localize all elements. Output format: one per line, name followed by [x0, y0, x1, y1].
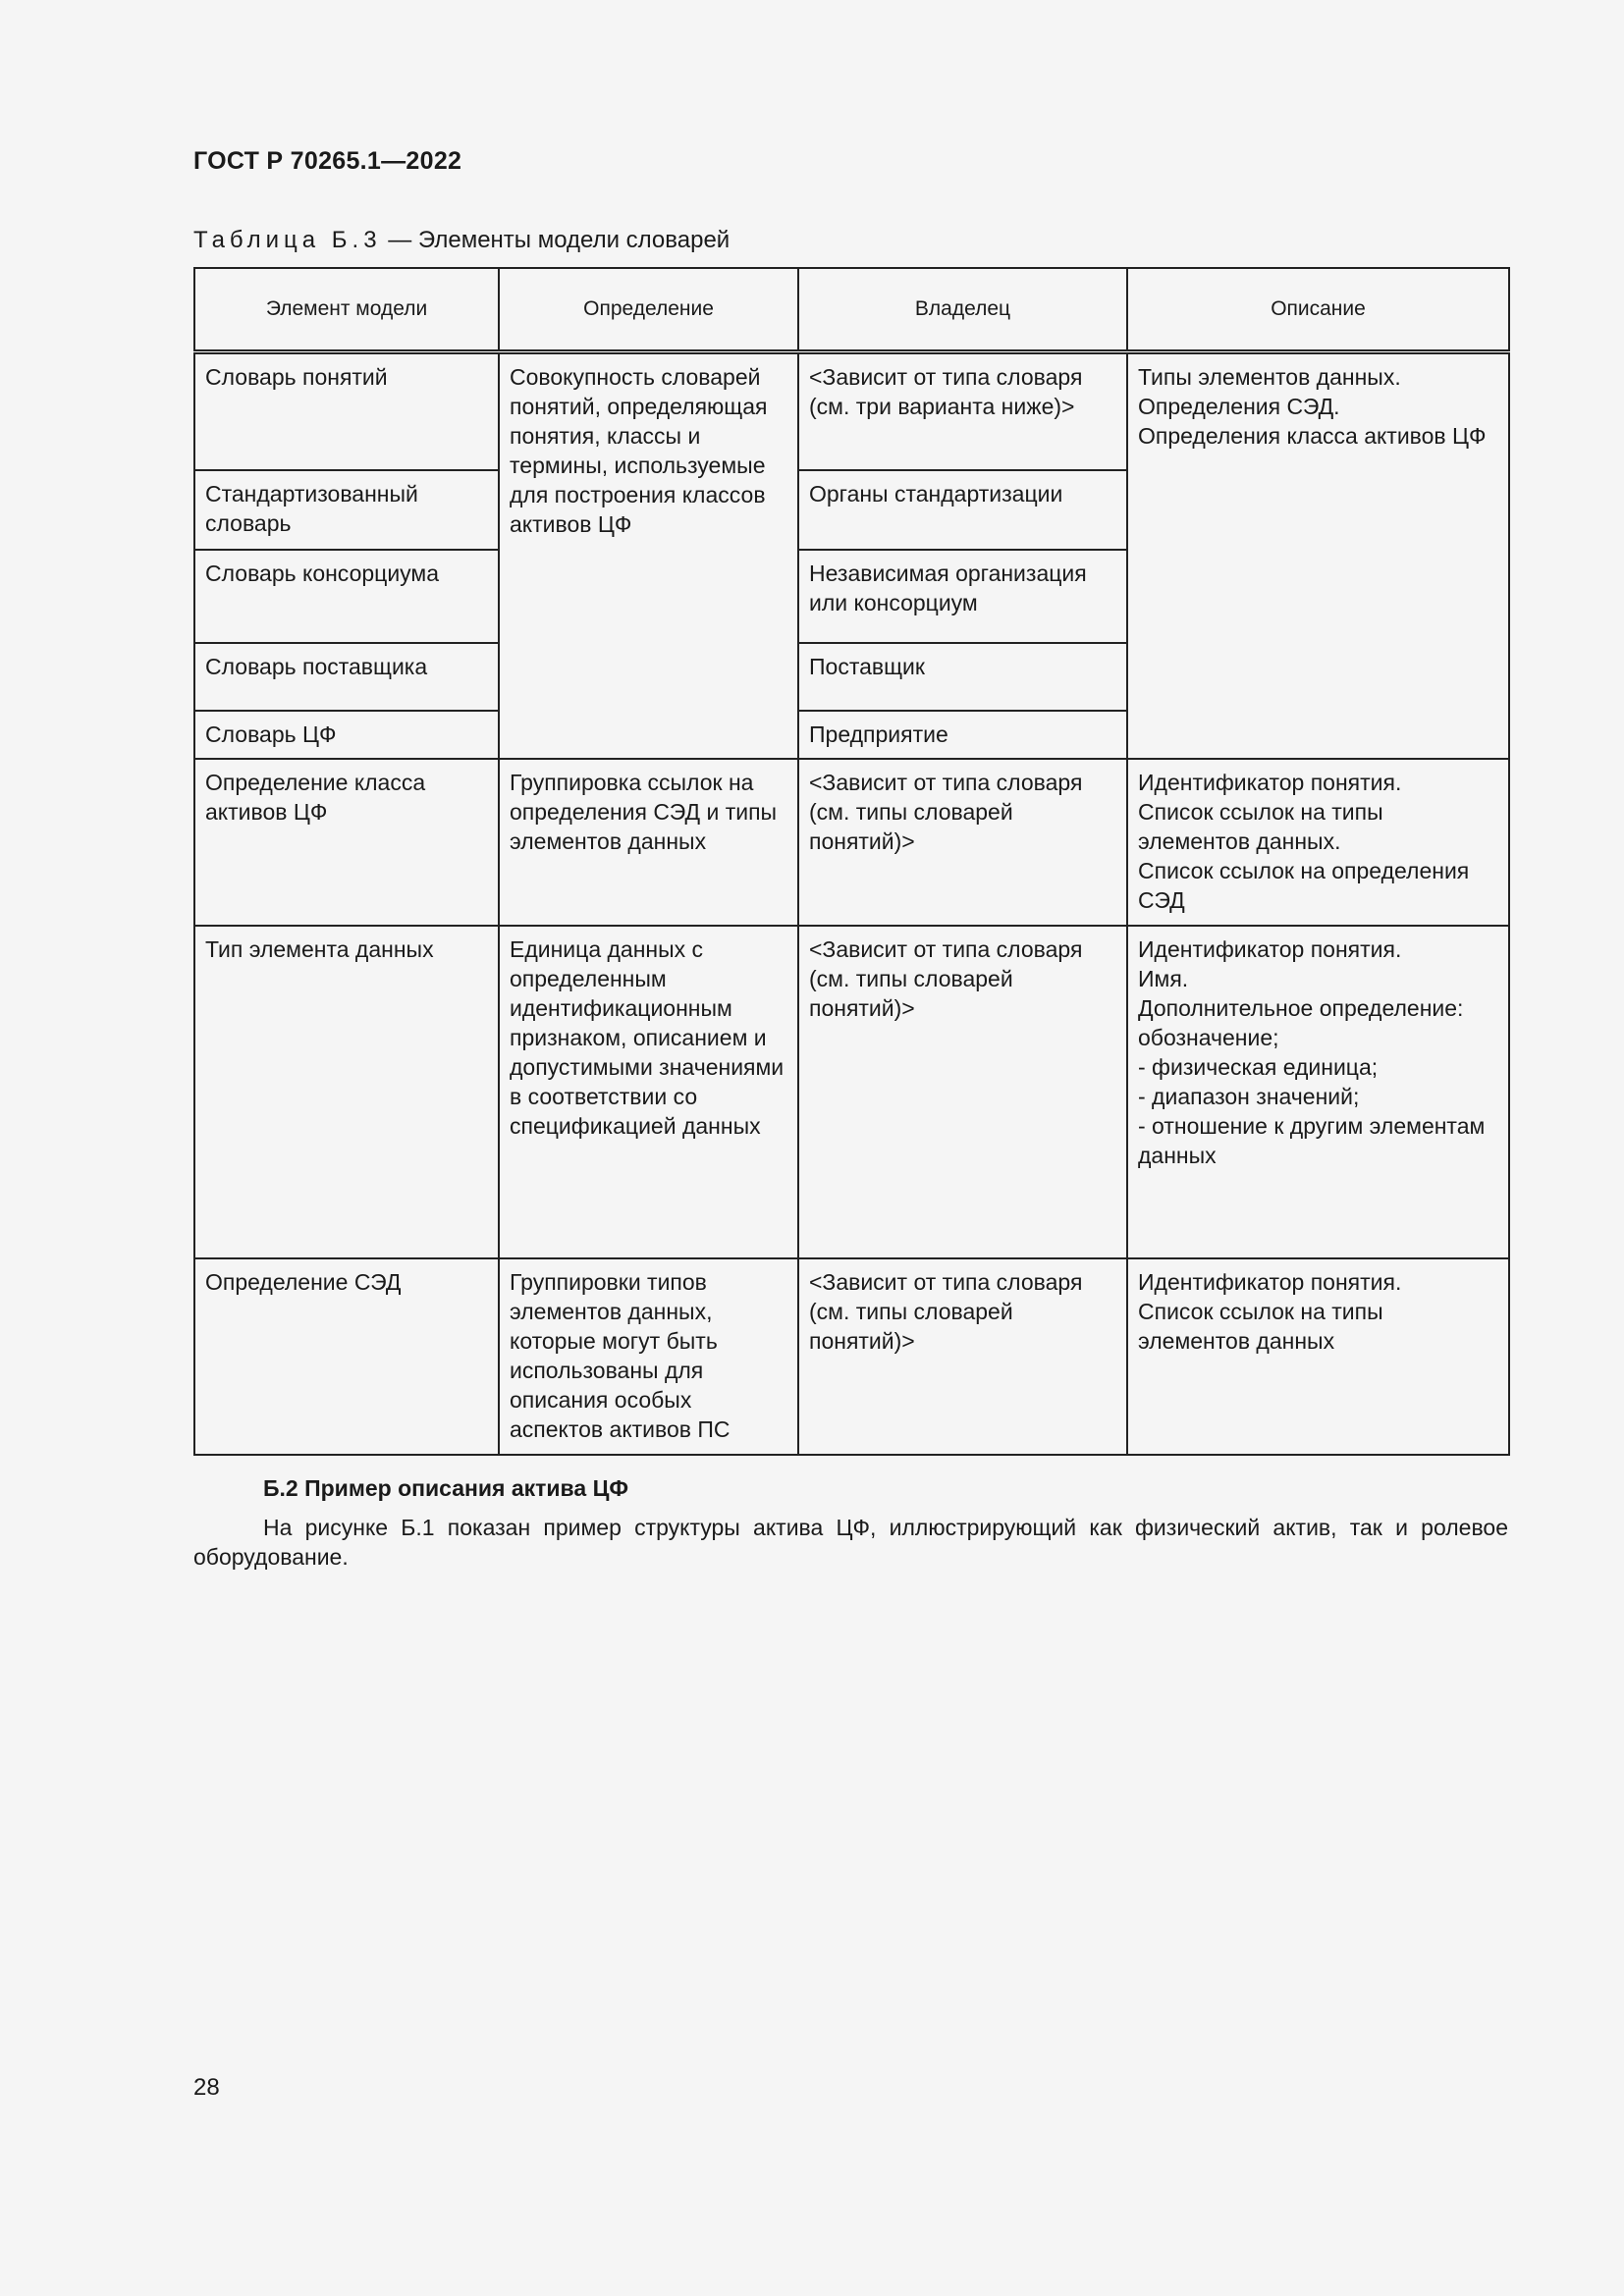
header-description: Описание: [1127, 268, 1509, 352]
cell-description: Типы элементов данных. Определения СЭД. Определения класса активов ЦФ: [1127, 352, 1509, 759]
cell-definition: Единица данных с определенным идентификационным признаком, описанием и допустимыми значениями в соответствии со спецификацией данных: [499, 926, 798, 1258]
cell-element: Тип элемента данных: [194, 926, 499, 1258]
section-heading: Б.2 Пример описания актива ЦФ: [263, 1475, 629, 1501]
cell-owner: <Зависит от типа словаря (см. типы словарей понятий)>: [798, 1258, 1127, 1455]
table-row: [194, 759, 1509, 926]
table-row: [194, 352, 1509, 470]
cell-owner: Поставщик: [798, 643, 1127, 711]
cell-owner: Независимая организация или консорциум: [798, 550, 1127, 643]
cell-element: Словарь консорциума: [194, 550, 499, 643]
cell-description: Идентификатор понятия. Имя. Дополнительное определение: обозначение; - физическая единица; - диапазон значений; - отношение к другим элементам данных: [1127, 926, 1509, 1258]
table-row: [194, 1258, 1509, 1455]
table-caption: [193, 227, 730, 254]
header-owner: Владелец: [798, 268, 1127, 352]
cell-element: Словарь поставщика: [194, 643, 499, 711]
cell-owner: <Зависит от типа словаря (см. типы словарей понятий)>: [798, 759, 1127, 926]
document-header: ГОСТ Р 70265.1—2022: [193, 147, 462, 175]
cell-element: Определение класса активов ЦФ: [194, 759, 499, 926]
cell-owner: <Зависит от типа словаря (см. типы словарей понятий)>: [798, 926, 1127, 1258]
cell-definition: Совокупность словарей понятий, определяющая понятия, классы и термины, используемые для построения классов активов ЦФ: [499, 352, 798, 759]
section-paragraph: На рисунке Б.1 показан пример структуры актива ЦФ, иллюстрирующий как физический актив, так и ролевое оборудование.: [193, 1515, 1508, 1570]
cell-element: Словарь ЦФ: [194, 711, 499, 759]
cell-definition: Группировки типов элементов данных, которые могут быть использованы для описания особых аспектов активов ПС: [499, 1258, 798, 1455]
table-container: [193, 267, 1508, 1456]
vocabulary-elements-table: [193, 267, 1510, 1456]
cell-owner: Предприятие: [798, 711, 1127, 759]
table-caption-label: Таблица Б.3: [193, 227, 382, 253]
cell-element: Определение СЭД: [194, 1258, 499, 1455]
table-header-row: [194, 268, 1509, 352]
header-definition: Определение: [499, 268, 798, 352]
cell-definition: Группировка ссылок на определения СЭД и типы элементов данных: [499, 759, 798, 926]
cell-description: Идентификатор понятия. Список ссылок на типы элементов данных. Список ссылок на определения СЭД: [1127, 759, 1509, 926]
cell-element: Стандартизованный словарь: [194, 470, 499, 550]
cell-owner: Органы стандартизации: [798, 470, 1127, 550]
header-element: Элемент модели: [194, 268, 499, 352]
table-caption-title: — Элементы модели словарей: [388, 227, 731, 253]
cell-element: Словарь понятий: [194, 352, 499, 470]
page-number: 28: [193, 2074, 220, 2101]
cell-description: Идентификатор понятия. Список ссылок на типы элементов данных: [1127, 1258, 1509, 1455]
cell-owner: <Зависит от типа словаря (см. три варианта ниже)>: [798, 352, 1127, 470]
table-row: [194, 926, 1509, 1258]
